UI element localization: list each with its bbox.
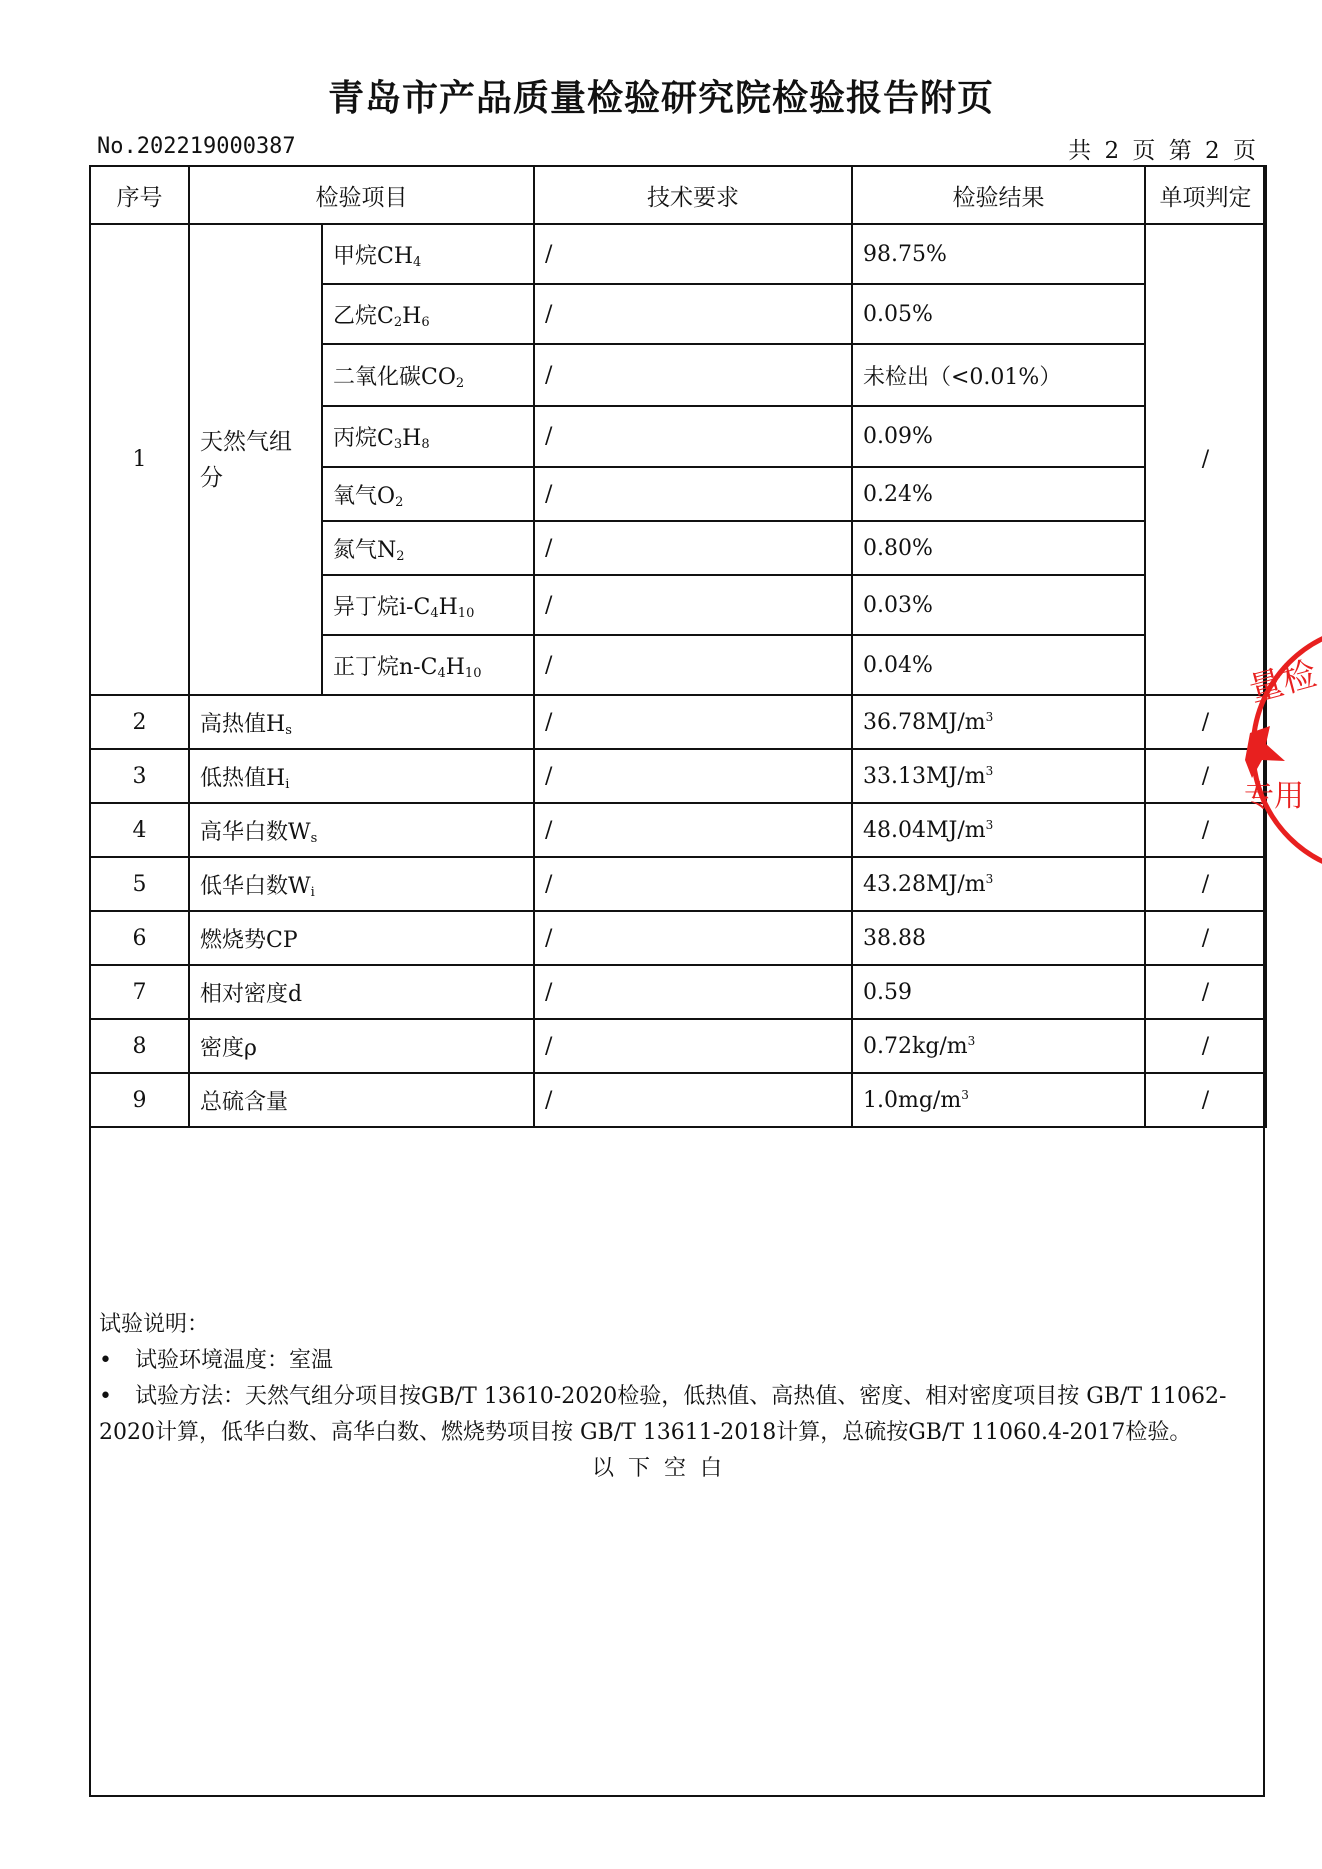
- table-row: [90, 1073, 1266, 1127]
- note-item: [99, 1343, 1229, 1379]
- result-cell: 98.75%: [852, 224, 1145, 284]
- text-segment: 0.59: [863, 979, 912, 1005]
- col-header-requirement: 技术要求: [534, 166, 852, 224]
- verdict-cell: /: [1145, 1073, 1266, 1127]
- component-label: 正丁烷: [333, 654, 400, 680]
- results-table: [89, 165, 1267, 1128]
- result-cell: [852, 695, 1145, 749]
- text-segment: 燃烧势CP: [200, 927, 298, 953]
- requirement-cell: /: [534, 224, 852, 284]
- result-cell: 0.03%: [852, 575, 1145, 635]
- subscript-text: i: [310, 884, 315, 900]
- requirement-cell: /: [534, 1019, 852, 1073]
- result-cell: 0.04%: [852, 635, 1145, 695]
- component-label: 氮气: [333, 537, 378, 563]
- verdict-cell: /: [1145, 224, 1266, 695]
- text-segment: C: [377, 303, 394, 329]
- text-segment: O: [377, 483, 396, 509]
- text-segment: H: [402, 426, 422, 451]
- row-index: 8: [90, 1019, 189, 1073]
- item-cell: [189, 749, 534, 803]
- result-cell: [852, 1073, 1145, 1127]
- note-text: 试验方法：天然气组分项目按GB/T 13610-2020检验，低热值、高热值、密度、相对密度项目按 GB/T 11062-2020计算，低华白数、高华白数、燃烧势项目按 GB/T 13611-2018计算，总硫按GB/T 11060.4-2017检验。: [99, 1384, 1227, 1445]
- text-segment: H: [402, 303, 422, 329]
- supscript-text: 3: [985, 709, 994, 724]
- requirement-cell: /: [534, 284, 852, 344]
- subscript-text: 6: [421, 314, 430, 330]
- subscript-text: 4: [413, 254, 422, 270]
- table-row: [90, 965, 1266, 1019]
- subscript-text: 2: [395, 494, 404, 510]
- result-cell: [852, 965, 1145, 1019]
- result-cell: [852, 749, 1145, 803]
- official-seal: [1242, 618, 1322, 883]
- table-row: [90, 911, 1266, 965]
- text-segment: 低热值H: [200, 765, 286, 791]
- result-cell: [852, 1019, 1145, 1073]
- result-cell: [852, 803, 1145, 857]
- result-cell: 未检出（<0.01%）: [852, 344, 1145, 406]
- col-header-index: 序号: [90, 166, 189, 224]
- note-text: 试验环境温度：室温: [135, 1348, 334, 1373]
- page-info: 共 2 页 第 2 页: [1068, 138, 1256, 164]
- text-segment: 低华白数W: [200, 873, 311, 899]
- subscript-text: 10: [457, 605, 475, 621]
- table-row: [90, 857, 1266, 911]
- subscript-text: 4: [430, 605, 439, 621]
- report-number: No.202219000387: [97, 134, 296, 159]
- text-segment: 36.78MJ/m: [863, 709, 986, 735]
- result-cell: [852, 911, 1145, 965]
- component-label: 异丁烷: [333, 594, 400, 620]
- table-row: [90, 224, 1266, 284]
- requirement-cell: /: [534, 695, 852, 749]
- requirement-cell: /: [534, 965, 852, 1019]
- requirement-cell: /: [534, 1073, 852, 1127]
- col-header-item: 检验项目: [189, 166, 534, 224]
- subscript-text: 8: [421, 437, 430, 452]
- text-segment: 高华白数W: [200, 819, 311, 845]
- subscript-text: s: [285, 722, 292, 738]
- group-name: 天然气组分: [189, 224, 322, 695]
- verdict-cell: /: [1145, 803, 1266, 857]
- table-row: [90, 803, 1266, 857]
- subscript-text: 2: [393, 314, 403, 330]
- verdict-cell: /: [1145, 695, 1266, 749]
- text-segment: 43.28MJ/m: [863, 871, 986, 897]
- text-segment: C: [377, 426, 394, 451]
- component-name: [322, 284, 534, 344]
- component-name: [322, 467, 534, 521]
- end-mark: 以下空白: [591, 1456, 736, 1481]
- component-label: 丙烷: [333, 426, 378, 451]
- requirement-cell: /: [534, 749, 852, 803]
- component-name: [322, 344, 534, 406]
- component-name: [322, 575, 534, 635]
- bullet: •: [99, 1384, 112, 1409]
- subscript-text: 2: [396, 548, 405, 564]
- result-cell: 0.80%: [852, 521, 1145, 575]
- verdict-cell: /: [1145, 1019, 1266, 1073]
- item-cell: [189, 911, 534, 965]
- item-cell: [189, 1073, 534, 1127]
- table-row: [90, 695, 1266, 749]
- requirement-cell: /: [534, 521, 852, 575]
- subscript-text: s: [310, 830, 318, 846]
- requirement-cell: /: [534, 344, 852, 406]
- text-segment: 38.88: [863, 925, 926, 951]
- requirement-cell: /: [534, 406, 852, 467]
- table-row: [90, 749, 1266, 803]
- text-segment: H: [445, 654, 465, 680]
- text-segment: 密度ρ: [200, 1035, 257, 1061]
- text-segment: 0.72kg/m: [863, 1033, 968, 1059]
- subscript-text: 3: [393, 437, 403, 452]
- text-segment: 1.0mg/m: [863, 1087, 962, 1113]
- component-label: 氧气: [333, 483, 378, 509]
- item-cell: [189, 1019, 534, 1073]
- seal-graphic: [1242, 618, 1322, 883]
- verdict-cell: /: [1145, 911, 1266, 965]
- component-label: 乙烷: [333, 303, 378, 329]
- result-cell: 0.24%: [852, 467, 1145, 521]
- requirement-cell: /: [534, 857, 852, 911]
- subscript-text: 10: [464, 665, 482, 681]
- notes-heading: 试验说明：: [99, 1312, 210, 1337]
- verdict-cell: /: [1145, 965, 1266, 1019]
- item-cell: [189, 857, 534, 911]
- item-cell: [189, 695, 534, 749]
- component-label: 甲烷: [333, 243, 378, 269]
- result-cell: [852, 857, 1145, 911]
- row-index: 1: [90, 224, 189, 695]
- text-segment: 总硫含量: [200, 1089, 289, 1115]
- col-header-verdict: 单项判定: [1145, 166, 1266, 224]
- component-name: [322, 521, 534, 575]
- test-notes: [99, 1307, 1229, 1487]
- component-label: 二氧化碳: [333, 364, 422, 390]
- text-segment: H: [438, 594, 458, 620]
- report-title: 青岛市产品质量检验研究院检验报告附页: [327, 78, 994, 119]
- seal-text-bottom: 专用: [1244, 779, 1304, 814]
- table-row: [90, 1019, 1266, 1073]
- col-header-result: 检验结果: [852, 166, 1145, 224]
- supscript-text: 3: [985, 871, 994, 886]
- row-index: 3: [90, 749, 189, 803]
- text-segment: 33.13MJ/m: [863, 763, 986, 789]
- text-segment: 高热值H: [200, 711, 286, 737]
- subscript-text: i: [285, 776, 290, 792]
- result-cell: 0.05%: [852, 284, 1145, 344]
- text-segment: 相对密度d: [200, 981, 303, 1007]
- component-name: [322, 635, 534, 695]
- seal-text-top: 量检: [1244, 653, 1321, 711]
- table-header-row: [90, 166, 1266, 224]
- bullet: •: [99, 1348, 112, 1373]
- text-segment: n-C: [399, 654, 438, 680]
- text-segment: N: [377, 537, 397, 563]
- item-cell: [189, 803, 534, 857]
- requirement-cell: /: [534, 467, 852, 521]
- supscript-text: 3: [985, 817, 994, 832]
- row-index: 6: [90, 911, 189, 965]
- supscript-text: 3: [967, 1033, 976, 1048]
- text-segment: 48.04MJ/m: [863, 817, 986, 843]
- subscript-text: 4: [437, 665, 446, 681]
- requirement-cell: /: [534, 575, 852, 635]
- text-segment: i-C: [399, 594, 431, 620]
- supscript-text: 3: [961, 1087, 969, 1102]
- result-cell: 0.09%: [852, 406, 1145, 467]
- text-segment: CO: [421, 364, 456, 390]
- row-index: 9: [90, 1073, 189, 1127]
- requirement-cell: /: [534, 911, 852, 965]
- row-index: 4: [90, 803, 189, 857]
- row-index: 5: [90, 857, 189, 911]
- verdict-cell: /: [1145, 857, 1266, 911]
- text-segment: CH: [377, 243, 414, 269]
- star-icon: [1245, 726, 1285, 778]
- note-item: [99, 1379, 1229, 1451]
- requirement-cell: /: [534, 803, 852, 857]
- component-name: [322, 406, 534, 467]
- requirement-cell: /: [534, 635, 852, 695]
- subscript-text: 2: [455, 375, 465, 391]
- verdict-cell: /: [1145, 749, 1266, 803]
- row-index: 2: [90, 695, 189, 749]
- item-cell: [189, 965, 534, 1019]
- supscript-text: 3: [985, 763, 994, 778]
- component-name: [322, 224, 534, 284]
- row-index: 7: [90, 965, 189, 1019]
